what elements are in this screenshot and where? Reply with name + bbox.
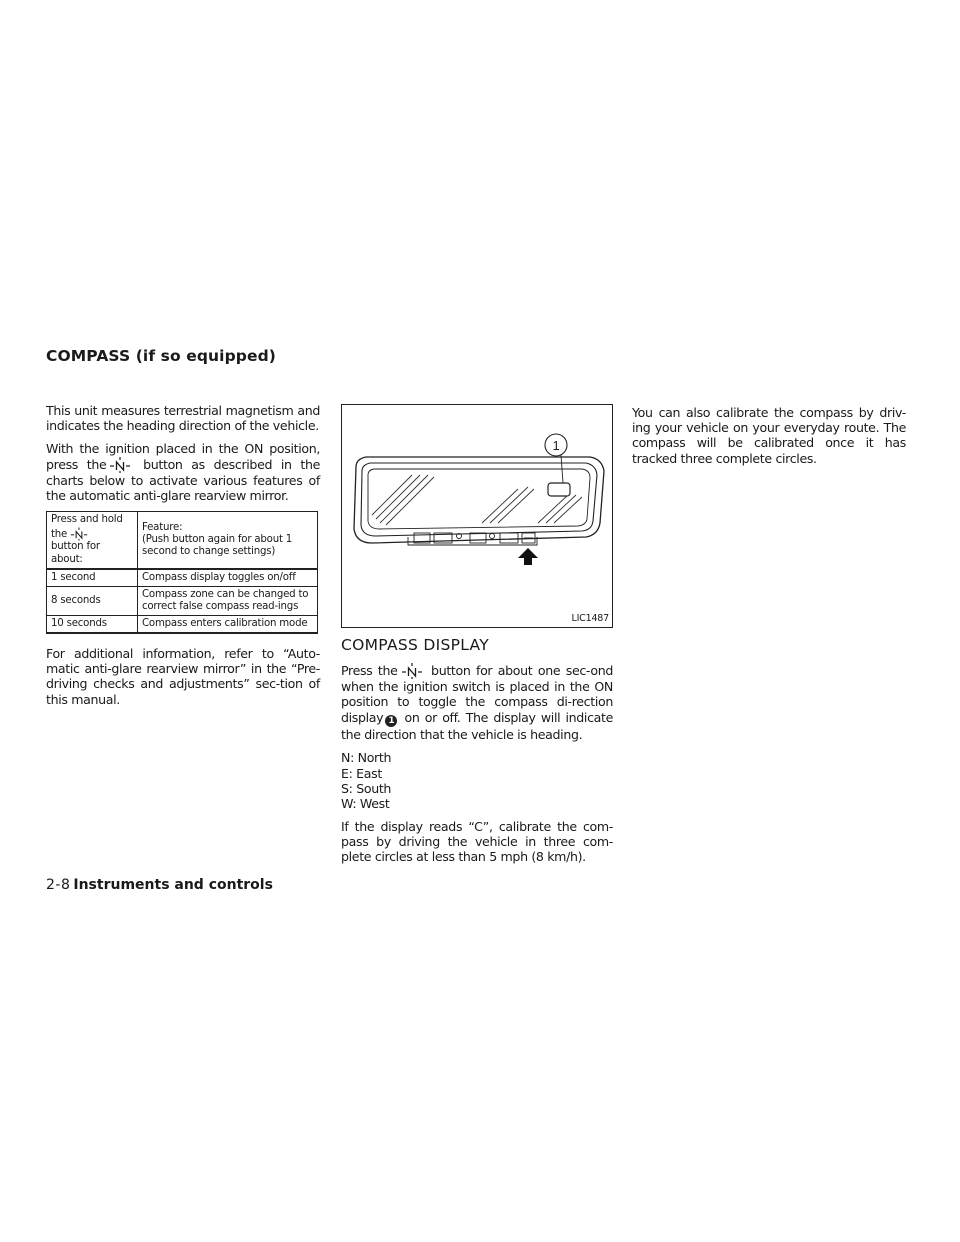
intro-paragraph: This unit measures terrestrial magnetism and indicates the heading direction of the vehicle. <box>46 403 320 434</box>
instruction-text-b: button as described in the charts below to activate various features of the automatic anti-glare rearview mirror. <box>46 456 320 503</box>
header-press-hold-b: button for about: <box>51 541 100 565</box>
table-row <box>47 616 318 634</box>
instruction-paragraph <box>46 441 320 503</box>
mirror-figure <box>341 404 613 628</box>
compass-display-text-c: on or off. The display will indicate the direction that the vehicle is heading. <box>341 709 613 743</box>
direction-list <box>341 750 613 811</box>
section-title: COMPASS (if so equipped) <box>46 347 276 365</box>
compass-display-window <box>548 483 570 496</box>
column-right <box>632 405 906 474</box>
figure-code: LIC1487 <box>571 612 609 624</box>
row-feature: Compass display toggles on/off <box>138 569 318 587</box>
row-feature: Compass zone can be changed to correct false compass read-ings <box>138 587 318 616</box>
figure-callout-number: 1 <box>552 438 560 453</box>
compass-display-text-a: Press the <box>341 663 398 679</box>
feature-table <box>46 511 318 634</box>
list-item: N: North <box>341 750 392 766</box>
list-item: E: East <box>341 765 382 781</box>
table-row <box>47 587 318 616</box>
chapter-title: Instruments and controls <box>73 877 273 893</box>
table-row <box>47 569 318 587</box>
column-middle <box>341 404 613 872</box>
compass-display-heading: COMPASS DISPLAY <box>341 636 490 654</box>
compass-display-text-b: button for about one sec-ond when the ignition switch is placed in the ON position to toggle the compass di-rection display <box>341 663 613 725</box>
row-time: 10 seconds <box>47 616 138 634</box>
callout-number-badge: 1 <box>385 715 397 727</box>
compass-display-paragraph <box>341 663 613 742</box>
compass-n-button-icon <box>109 457 131 473</box>
reference-paragraph: For additional information, refer to “Auto-matic anti-glare rearview mirror” in the “Pre-driving checks and adjustments” sec-tion of this manual. <box>46 646 320 707</box>
instruction-text-a: With the ignition placed in the ON position, press the <box>46 441 320 472</box>
header-press-hold-a: Press and hold the <box>51 514 123 540</box>
page-number: 2-8 <box>46 877 71 893</box>
feature-table-header <box>47 512 318 570</box>
header-feature-note: (Push button again for about 1 second to change settings) <box>142 534 293 558</box>
up-arrow-icon <box>518 548 538 565</box>
calibrate-paragraph: If the display reads “C”, calibrate the com-pass by driving the vehicle in three com-plete circles at less than 5 mph (8 km/h). <box>341 818 613 864</box>
calibrate-route-paragraph: You can also calibrate the compass by driv-ing your vehicle on your everyday route. The compass will be calibrated once it has tracked three complete circles. <box>632 405 906 466</box>
header-feature-label: Feature: <box>142 522 183 534</box>
row-time: 8 seconds <box>47 587 138 616</box>
column-left <box>46 403 320 715</box>
rearview-mirror-illustration <box>342 405 612 627</box>
list-item: W: West <box>341 796 390 812</box>
row-feature: Compass enters calibration mode <box>138 616 318 634</box>
compass-n-button-icon <box>401 663 423 679</box>
header-press-hold <box>47 512 138 570</box>
header-feature <box>138 512 318 570</box>
page-footer <box>46 877 273 893</box>
compass-n-button-icon <box>70 527 88 541</box>
row-time: 1 second <box>47 569 138 587</box>
list-item: S: South <box>341 781 392 796</box>
